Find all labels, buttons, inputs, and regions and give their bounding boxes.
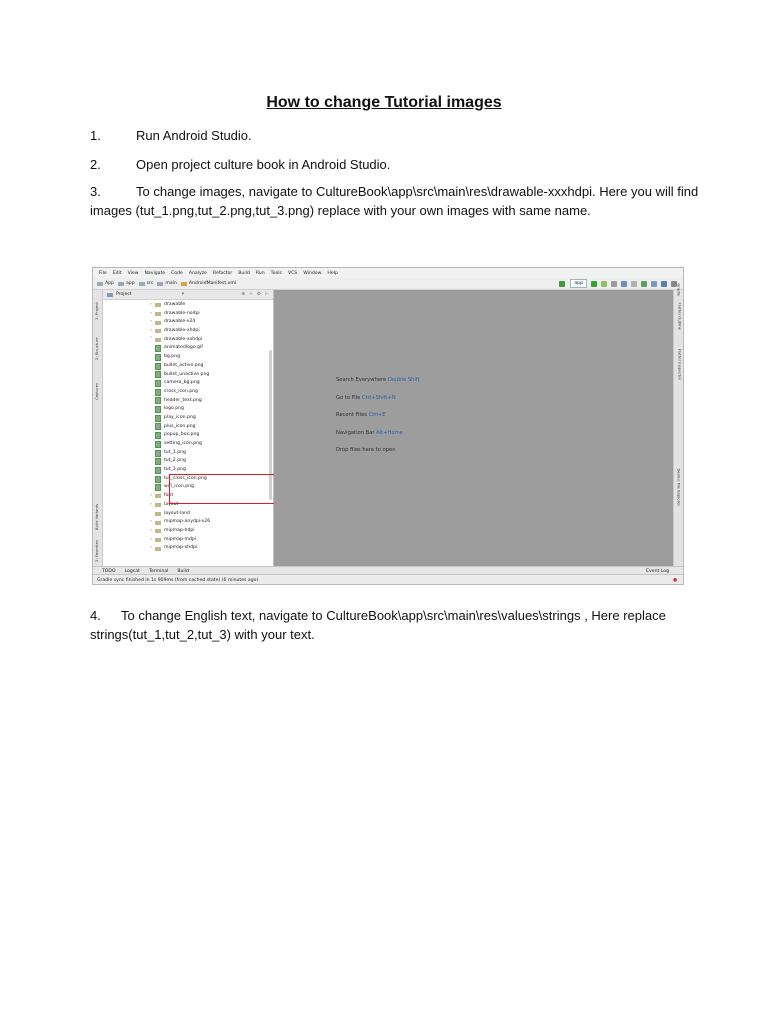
tree-item-label: bullet_unactive.png xyxy=(164,371,210,377)
toolbar xyxy=(555,279,677,288)
step-number: 2. xyxy=(90,157,101,172)
menu-item-view[interactable]: View xyxy=(127,270,139,276)
folder-icon xyxy=(155,512,161,516)
step-number: 1. xyxy=(90,128,101,143)
menu-item-code[interactable]: Code xyxy=(171,270,183,276)
image-file-icon xyxy=(155,415,161,422)
tool-tab-flutter-inspector[interactable]: Flutter Inspector xyxy=(677,348,682,380)
tree-item-label: setting_icon.png xyxy=(164,441,202,446)
image-file-icon xyxy=(155,363,161,370)
expand-arrow-icon[interactable]: › xyxy=(150,328,152,334)
breadcrumb-item[interactable]: app xyxy=(118,281,135,286)
image-file-icon xyxy=(155,450,161,457)
tree-item-label: tut_1.png xyxy=(164,449,186,455)
expand-arrow-icon[interactable]: › xyxy=(150,493,152,499)
image-file-icon xyxy=(155,371,161,378)
tree-item[interactable] xyxy=(103,344,273,353)
tool-tab-flutter-outline[interactable]: Flutter Outline xyxy=(677,302,682,330)
left-tool-strip xyxy=(93,290,103,566)
folder-icon xyxy=(139,282,145,286)
image-file-icon xyxy=(155,423,161,430)
tree-item[interactable] xyxy=(103,388,273,397)
tree-item[interactable] xyxy=(103,327,273,336)
tree-item-label: cross_icon.png xyxy=(164,388,198,394)
tree-item-label: camera_bg.png xyxy=(164,380,200,386)
tree-item[interactable] xyxy=(103,414,273,423)
tree-item-label: drawable-xxhdpi xyxy=(164,336,203,342)
tree-item-label: drawable-xhdpi xyxy=(164,328,200,334)
tree-item-label: drawable-nodpi xyxy=(164,310,200,316)
tab-todo[interactable]: TODO xyxy=(102,568,116,574)
image-file-icon xyxy=(155,406,161,413)
tree-item[interactable] xyxy=(103,371,273,380)
menu-item-edit[interactable]: Edit xyxy=(112,270,122,276)
menu-item-help[interactable]: Help xyxy=(327,270,338,276)
menu-item-navigate[interactable]: Navigate xyxy=(144,270,166,276)
tree-item[interactable] xyxy=(103,510,273,519)
hammer-icon[interactable] xyxy=(559,281,565,287)
project-icon xyxy=(107,293,113,297)
panel-title[interactable]: Project xyxy=(116,292,132,297)
hint-shortcut: Ctrl+E xyxy=(368,412,386,418)
editor-hint xyxy=(336,412,385,418)
step-2 xyxy=(90,155,720,174)
gear-icon[interactable]: ⚙ xyxy=(256,292,261,297)
menu-item-refactor[interactable]: Refactor xyxy=(212,270,233,276)
expand-arrow-icon[interactable]: › xyxy=(150,519,152,525)
page-title: How to change Tutorial images xyxy=(266,94,502,111)
image-file-icon xyxy=(155,345,161,352)
menu-item-analyze[interactable]: Analyze xyxy=(188,270,207,276)
tree-item-label: header_text.png xyxy=(164,397,202,403)
tree-item-label: mipmap-xhdpi xyxy=(164,545,198,551)
tree-item-label: logo.png xyxy=(164,406,184,412)
step-4 xyxy=(90,606,720,644)
menu-item-tools[interactable]: Tools xyxy=(270,270,282,276)
image-file-icon xyxy=(155,484,161,491)
tree-item[interactable] xyxy=(103,440,273,449)
folder-icon xyxy=(155,547,161,551)
tree-item-label: drawable-v24 xyxy=(164,319,196,325)
manifest-icon xyxy=(181,282,187,286)
image-file-icon xyxy=(155,476,161,483)
editor-hint xyxy=(336,395,396,401)
expand-arrow-icon[interactable]: › xyxy=(150,310,152,316)
sync-icon[interactable] xyxy=(641,281,647,287)
editor-area[interactable] xyxy=(274,290,673,566)
tree-item[interactable] xyxy=(103,336,273,345)
expand-arrow-icon[interactable]: › xyxy=(150,536,152,542)
image-file-icon xyxy=(155,389,161,396)
menu-item-window[interactable]: Window xyxy=(303,270,322,276)
run-icon[interactable] xyxy=(591,281,597,287)
folder-icon xyxy=(97,282,103,286)
tree-item[interactable] xyxy=(103,405,273,414)
hint-label: Go to File xyxy=(336,394,361,401)
tree-item-label: tut_3.png xyxy=(164,467,186,473)
tool-tab-build-variants[interactable]: Build Variants xyxy=(94,503,99,530)
tree-item[interactable] xyxy=(103,310,273,319)
tree-item-label: wifi_icon.png xyxy=(164,484,194,490)
tree-item[interactable] xyxy=(103,397,273,406)
tool-tab-captures[interactable]: Captures xyxy=(94,382,99,400)
breadcrumb-item[interactable]: main xyxy=(157,281,176,286)
event-log-button[interactable]: Event Log xyxy=(646,568,669,574)
expand-arrow-icon[interactable]: › xyxy=(150,501,152,507)
tree-item[interactable] xyxy=(103,544,273,553)
image-file-icon xyxy=(155,397,161,404)
tree-item-label: layout xyxy=(164,501,179,507)
tree-item-label: mipmap-hdpi xyxy=(164,527,195,533)
expand-arrow-icon[interactable]: › xyxy=(150,319,152,325)
profile-icon[interactable] xyxy=(611,281,617,287)
step-number: 4. xyxy=(90,608,101,623)
folder-icon xyxy=(118,282,124,286)
folder-icon xyxy=(155,494,161,498)
tree-item-label: layout-land xyxy=(164,510,190,516)
expand-arrow-icon[interactable]: › xyxy=(150,527,152,533)
folder-icon xyxy=(157,282,163,286)
step-text: To change images, navigate to CultureBook\app\src\main\res\drawable-xxxhdpi. Here you will find images (tut_1.png,tut_2.png,tut_3.png) replace with your own images with same name. xyxy=(90,184,699,218)
hide-icon[interactable]: ⊢ xyxy=(264,292,269,297)
folder-icon xyxy=(155,529,161,533)
tree-item-label: mipmap-anydpi-v26 xyxy=(164,519,211,525)
tool-tab-device-file-explorer[interactable]: Device File Explorer xyxy=(677,468,682,506)
tree-item-label: drawable xyxy=(164,302,186,307)
expand-arrow-icon[interactable]: › xyxy=(150,302,152,307)
image-file-icon xyxy=(155,441,161,448)
tool-tab-project[interactable]: 1: Project xyxy=(94,302,99,320)
editor-hint xyxy=(336,377,420,383)
project-panel-header xyxy=(103,290,273,300)
editor-hint xyxy=(336,430,403,436)
editor-hint xyxy=(336,447,396,453)
right-tool-strip xyxy=(673,283,683,566)
folder-icon xyxy=(155,338,161,342)
android-studio-screenshot xyxy=(92,267,684,585)
menu-bar xyxy=(93,268,683,278)
menu-item-file[interactable]: File xyxy=(99,270,107,276)
image-file-icon xyxy=(155,458,161,465)
tab-logcat[interactable]: Logcat xyxy=(124,568,140,574)
project-panel xyxy=(103,290,274,566)
tree-item-label: bg.png xyxy=(164,354,181,360)
menu-item-build[interactable]: Build xyxy=(238,270,250,276)
tab-build[interactable]: Build xyxy=(177,568,189,574)
tree-item[interactable] xyxy=(103,353,273,362)
tree-item[interactable] xyxy=(103,318,273,327)
step-1 xyxy=(90,126,720,145)
tree-item-label: tut_2.png xyxy=(164,458,186,464)
tree-item[interactable] xyxy=(103,527,273,536)
tree-item[interactable] xyxy=(103,457,273,466)
step-3 xyxy=(90,182,720,220)
folder-icon xyxy=(155,503,161,507)
debug-icon[interactable] xyxy=(601,281,607,287)
image-file-icon xyxy=(155,354,161,361)
breadcrumb-item[interactable]: AndroidManifest.xml xyxy=(181,281,236,286)
avd-manager-icon[interactable] xyxy=(661,281,667,287)
folder-icon xyxy=(155,321,161,325)
status-text: Gradle sync finished in 1s 909ms (from cached state) (6 minutes ago) xyxy=(97,577,259,583)
attach-icon[interactable] xyxy=(621,281,627,287)
folder-icon xyxy=(155,329,161,333)
tree-item-label: mipmap-mdpi xyxy=(164,536,197,542)
hint-shortcut: Alt+Home xyxy=(376,429,403,436)
tree-item[interactable] xyxy=(103,423,273,432)
menu-item-vcs[interactable]: VCS xyxy=(287,270,298,276)
tree-item-label: popup_box.png xyxy=(164,432,200,438)
hint-label: Recent Files xyxy=(336,412,367,418)
sdk-manager-icon[interactable] xyxy=(651,281,657,287)
status-bar xyxy=(93,574,683,585)
tree-item[interactable] xyxy=(103,379,273,388)
breadcrumb-item[interactable]: App xyxy=(97,281,114,286)
collapse-icon[interactable]: ÷ xyxy=(249,292,253,297)
image-file-icon xyxy=(155,467,161,474)
navigation-bar xyxy=(93,278,683,290)
tree-item[interactable] xyxy=(103,362,273,371)
tree-item[interactable] xyxy=(103,301,273,310)
tool-tab-structure[interactable]: 2: Structure xyxy=(94,337,99,360)
hint-label: Drop files here to open xyxy=(336,447,396,453)
step-text: Open project culture book in Android Studio. xyxy=(136,157,391,172)
highlight-box xyxy=(169,474,278,504)
image-file-icon xyxy=(155,380,161,387)
hint-label: Navigation Bar xyxy=(336,429,375,436)
folder-icon xyxy=(155,303,161,307)
tab-terminal[interactable]: Terminal xyxy=(148,568,169,574)
tree-item-label: tut_cross_icon.png xyxy=(164,475,207,481)
folder-icon xyxy=(155,312,161,316)
step-number: 3. xyxy=(90,184,101,199)
tree-item[interactable] xyxy=(103,518,273,527)
tree-item[interactable] xyxy=(103,431,273,440)
hint-shortcut: Ctrl+Shift+N xyxy=(362,394,396,401)
step-text: Run Android Studio. xyxy=(136,128,252,143)
hint-shortcut: Double Shift xyxy=(387,377,420,383)
expand-arrow-icon[interactable]: ˅ xyxy=(149,336,153,342)
chevron-down-icon[interactable]: ▾ xyxy=(181,292,185,297)
stop-icon[interactable] xyxy=(631,281,637,287)
tree-item-label: font xyxy=(164,493,174,499)
tree-item-label: bullet_active.png xyxy=(164,362,204,368)
step-text: To change English text, navigate to CultureBook\app\src\main\res\values\strings , Here replace strings(tut_1,tut_2,tut_3) with your text. xyxy=(90,608,666,642)
expand-arrow-icon[interactable]: › xyxy=(150,545,152,551)
image-file-icon xyxy=(155,432,161,439)
tree-item-label: plus_icon.png xyxy=(164,423,196,429)
tool-tab-favorites[interactable]: 2: Favorites xyxy=(94,539,99,562)
error-icon[interactable]: ● xyxy=(672,577,677,583)
tree-item-label: play_icon.png xyxy=(164,414,196,420)
target-icon[interactable]: ⊕ xyxy=(241,292,245,297)
project-tree xyxy=(103,300,273,553)
run-config-select[interactable]: app xyxy=(570,279,587,288)
menu-item-run[interactable]: Run xyxy=(255,270,265,276)
breadcrumb-item[interactable]: src xyxy=(139,281,154,286)
tree-item-label: animatedlogo.gif xyxy=(164,345,203,351)
tree-item[interactable] xyxy=(103,536,273,545)
tool-tab-gradle[interactable]: Gradle xyxy=(677,283,682,296)
hint-label: Search Everywhere xyxy=(336,377,387,383)
tree-item[interactable] xyxy=(103,449,273,458)
folder-icon xyxy=(155,538,161,542)
folder-icon xyxy=(155,521,161,525)
